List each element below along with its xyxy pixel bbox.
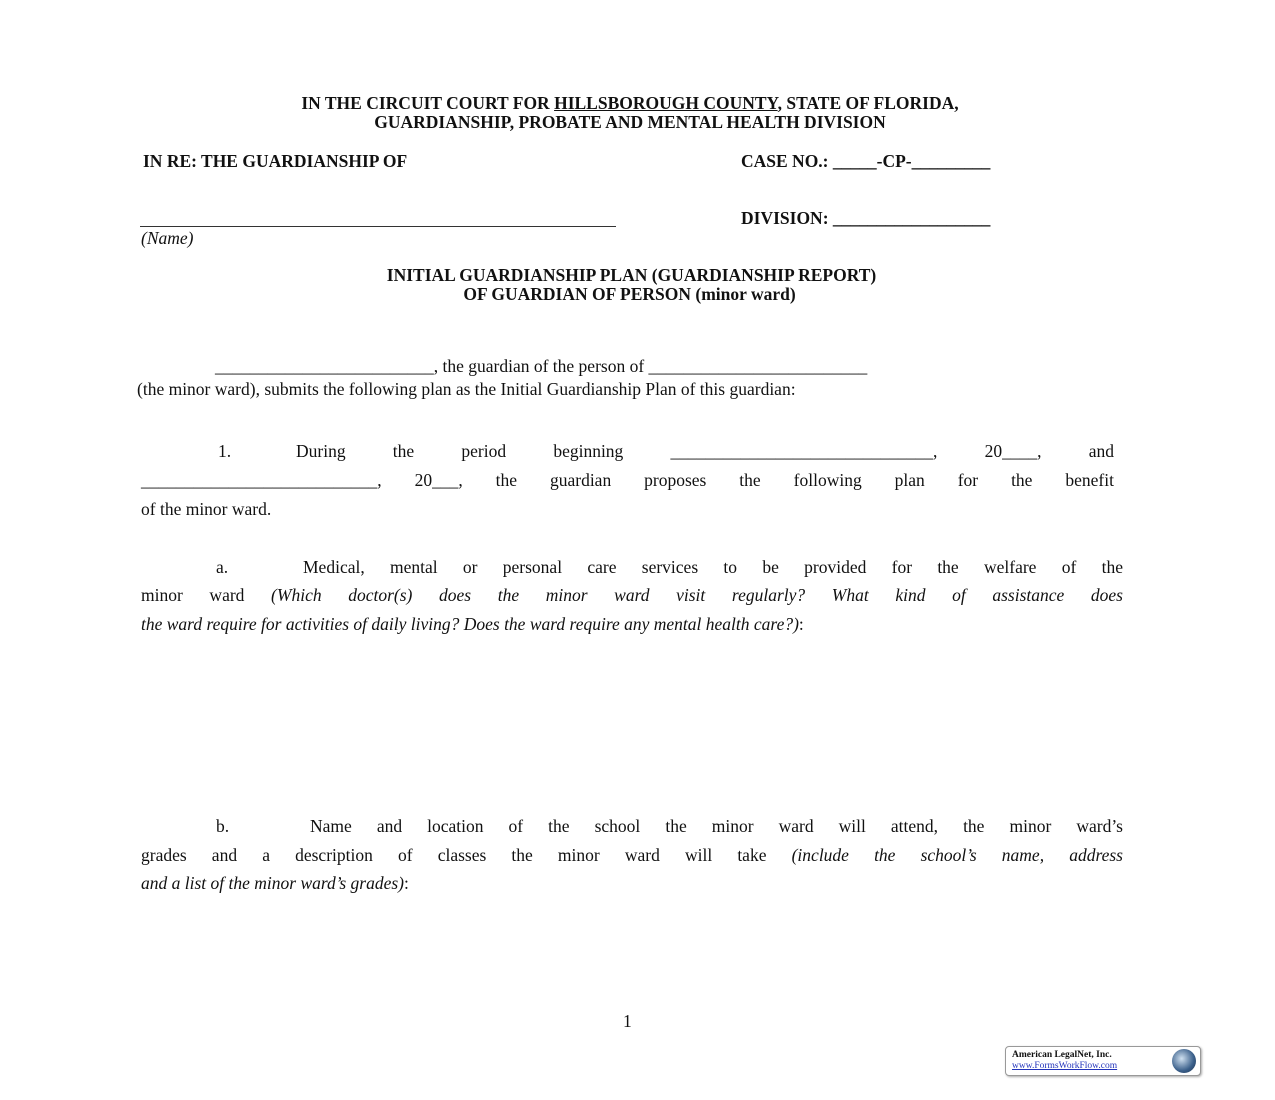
para-b-line2 bbox=[141, 845, 1123, 865]
para-a-instructions: (Which doctor(s) does the minor ward visit regularly? What kind of assistance does bbox=[271, 585, 1123, 605]
intro-line2: (the minor ward), submits the following plan as the Initial Guardianship Plan of this guardian: bbox=[137, 379, 796, 399]
page-number: 1 bbox=[623, 1011, 632, 1031]
para-b-line3 bbox=[141, 873, 409, 893]
court-header-text: IN THE CIRCUIT COURT FOR bbox=[301, 93, 555, 113]
para-b-instructions: (include the school’s name, address bbox=[791, 845, 1123, 865]
para-a-colon: : bbox=[798, 614, 804, 634]
para-a-line2 bbox=[141, 585, 1123, 605]
document-title-line2: OF GUARDIAN OF PERSON (minor ward) bbox=[463, 284, 796, 304]
para-a-instructions: the ward require for activities of daily living? Does the ward require any mental health care?) bbox=[141, 614, 799, 634]
name-label: (Name) bbox=[141, 228, 194, 248]
para-a-letter: a. bbox=[216, 557, 229, 577]
logo-url-link[interactable]: www.FormsWorkFlow.com bbox=[1012, 1061, 1118, 1071]
ward-name-line[interactable] bbox=[140, 226, 616, 227]
division-field[interactable]: DIVISION: __________________ bbox=[741, 208, 991, 228]
in-re-label: IN RE: THE GUARDIANSHIP OF bbox=[143, 151, 408, 171]
court-header-line2: GUARDIANSHIP, PROBATE AND MENTAL HEALTH DIVISION bbox=[374, 112, 886, 132]
para-a-text: minor ward bbox=[141, 585, 272, 605]
americanlegalnet-logo[interactable] bbox=[1005, 1046, 1201, 1076]
logo-company: American LegalNet, Inc. bbox=[1012, 1050, 1112, 1060]
case-number-field[interactable]: CASE NO.: _____-CP-_________ bbox=[741, 151, 991, 171]
para-b-colon: : bbox=[404, 873, 409, 893]
globe-icon bbox=[1172, 1049, 1196, 1073]
para-b-instructions: and a list of the minor ward’s grades) bbox=[141, 873, 405, 893]
intro-line1: _________________________, the guardian of the person of _________________________ bbox=[215, 356, 868, 376]
para1-number: 1. bbox=[218, 441, 232, 461]
court-header-line1 bbox=[0, 93, 1260, 113]
para1-line1: During the period beginning ______________________________, 20____, and bbox=[296, 441, 1114, 461]
para-a-line3 bbox=[141, 614, 804, 634]
county-name: HILLSBOROUGH COUNTY bbox=[554, 93, 778, 113]
para-b-letter: b. bbox=[216, 816, 230, 836]
para-a-line1: Medical, mental or personal care services to be provided for the welfare of the bbox=[303, 557, 1123, 577]
para-b-text: grades and a description of classes the minor ward will take bbox=[141, 845, 792, 865]
para1-line3: of the minor ward. bbox=[141, 499, 272, 519]
para-b-line1: Name and location of the school the minor ward will attend, the minor ward’s bbox=[310, 816, 1123, 836]
court-header-text: , STATE OF FLORIDA, bbox=[777, 93, 959, 113]
document-title-line1: INITIAL GUARDIANSHIP PLAN (GUARDIANSHIP REPORT) bbox=[386, 265, 877, 285]
para1-line2: ___________________________, 20___, the guardian proposes the following plan for the benefit bbox=[141, 470, 1114, 490]
